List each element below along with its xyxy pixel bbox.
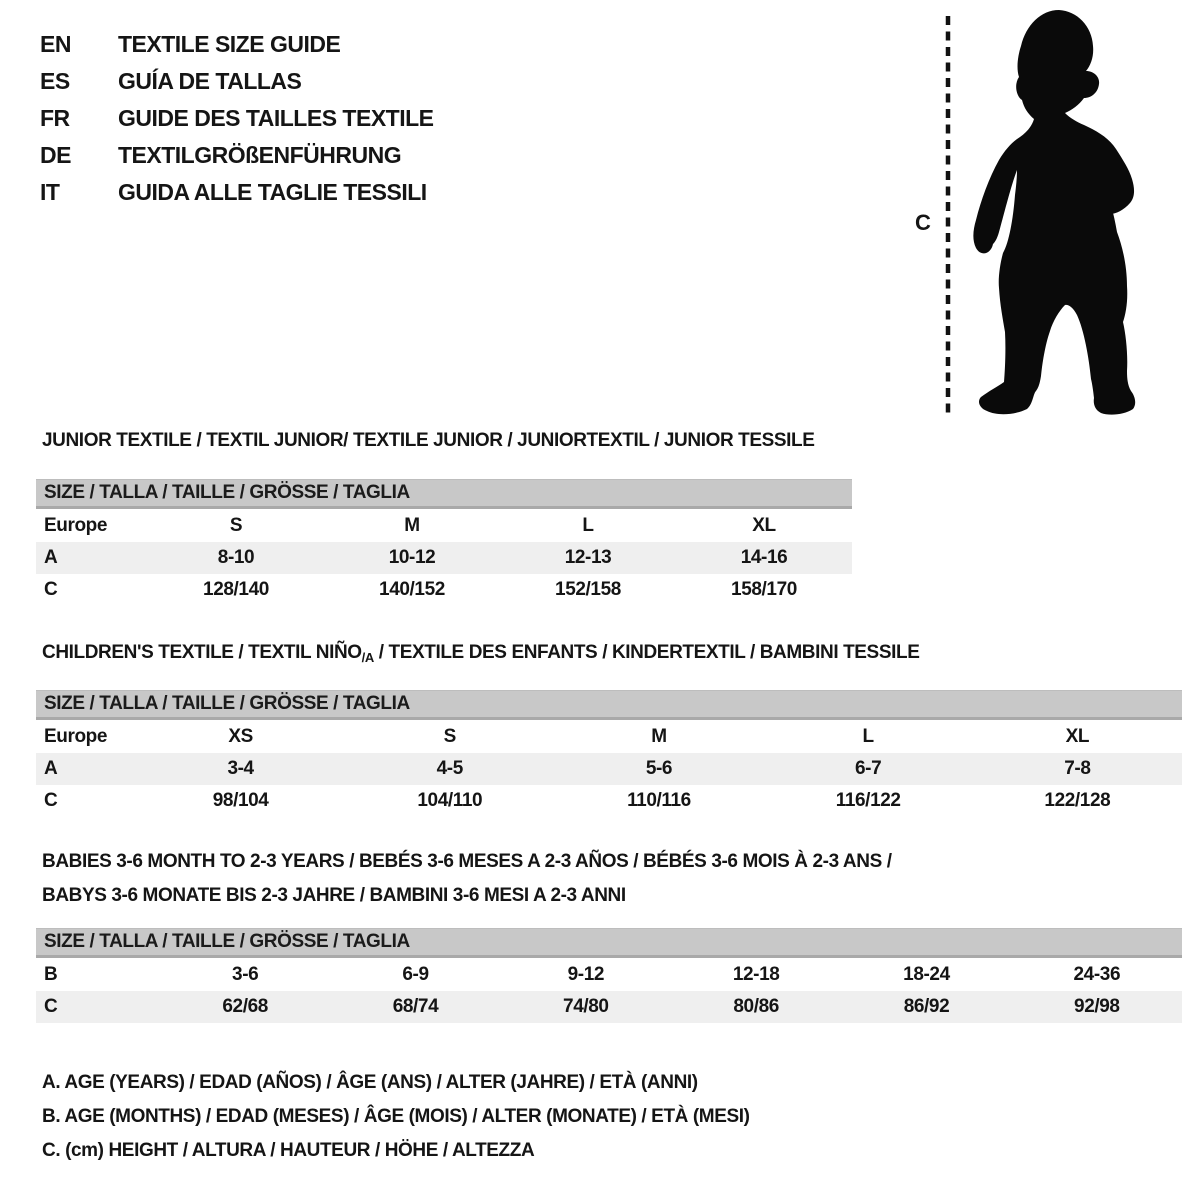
babies-table-header-bar: SIZE / TALLA / TAILLE / GRÖSSE / TAGLIA xyxy=(36,928,1182,958)
children-table xyxy=(36,721,1182,817)
height-measure-figure xyxy=(905,10,1155,424)
row-label: B xyxy=(44,964,58,985)
cell: 6-7 xyxy=(855,758,882,779)
row-label: A xyxy=(44,758,58,779)
junior-table-header-bar: SIZE / TALLA / TAILLE / GRÖSSE / TAGLIA xyxy=(36,479,852,509)
cell: 92/98 xyxy=(1074,996,1120,1017)
cell: S xyxy=(443,726,456,747)
language-title-fr: GUIDE DES TAILLES TEXTILE xyxy=(118,105,434,131)
legend-line-c: C. (cm) HEIGHT / ALTURA / HAUTEUR / HÖHE / ALTEZZA xyxy=(42,1140,535,1161)
children-row-europe xyxy=(36,721,1182,753)
cell: 116/122 xyxy=(835,790,901,811)
cell: 68/74 xyxy=(392,996,439,1017)
cell: 104/110 xyxy=(417,790,483,811)
language-code-it: IT xyxy=(40,179,60,205)
children-size-table xyxy=(36,690,1182,817)
language-row-es xyxy=(40,63,434,100)
junior-size-table xyxy=(36,479,852,606)
cell: 122/128 xyxy=(1044,790,1111,811)
junior-row-height xyxy=(36,574,852,606)
language-code-es: ES xyxy=(40,68,70,94)
legend-line-b: B. AGE (MONTHS) / EDAD (MESES) / ÂGE (MOIS) / ALTER (MONATE) / ETÀ (MESI) xyxy=(42,1106,750,1127)
cell: 62/68 xyxy=(222,996,268,1017)
children-heading-sub: /A xyxy=(361,650,374,665)
cell: L xyxy=(862,726,874,747)
cell: 152/158 xyxy=(555,579,621,600)
language-title-de: TEXTILGRÖßENFÜHRUNG xyxy=(118,142,402,168)
language-row-fr xyxy=(40,100,434,137)
babies-section-heading xyxy=(42,845,892,913)
cell: 3-4 xyxy=(227,758,254,779)
cell: 14-16 xyxy=(740,547,788,568)
babies-row-height xyxy=(36,991,1182,1023)
row-label: A xyxy=(44,547,58,568)
cell: 3-6 xyxy=(232,964,259,985)
language-code-en: EN xyxy=(40,31,71,57)
language-row-de xyxy=(40,137,434,174)
children-section-heading xyxy=(42,642,919,665)
cell: 80/86 xyxy=(733,996,779,1017)
height-label-c: C xyxy=(915,210,931,235)
junior-section-heading: JUNIOR TEXTILE / TEXTIL JUNIOR/ TEXTILE JUNIOR / JUNIORTEXTIL / JUNIOR TESSILE xyxy=(42,430,815,451)
row-label: C xyxy=(44,790,58,811)
cell: 7-8 xyxy=(1064,758,1091,779)
cell: 9-12 xyxy=(567,964,605,985)
children-row-height xyxy=(36,785,1182,817)
toddler-silhouette-icon xyxy=(963,10,1143,422)
cell: 74/80 xyxy=(563,996,609,1017)
cell: 128/140 xyxy=(203,579,269,600)
babies-size-table xyxy=(36,928,1182,1023)
language-title-en: TEXTILE SIZE GUIDE xyxy=(118,31,341,57)
cell: 12-18 xyxy=(732,964,780,985)
cell: 6-9 xyxy=(402,964,429,985)
cell: M xyxy=(651,726,667,747)
row-label: C xyxy=(44,996,58,1017)
children-row-age xyxy=(36,753,1182,785)
cell: 12-13 xyxy=(564,547,612,568)
cell: S xyxy=(229,515,243,536)
cell: 158/170 xyxy=(731,579,797,600)
cell: 18-24 xyxy=(903,964,950,985)
row-label: C xyxy=(44,579,58,600)
cell: 8-10 xyxy=(217,547,255,568)
language-title-es: GUÍA DE TALLAS xyxy=(118,68,302,94)
cell: 10-12 xyxy=(388,547,436,568)
language-code-de: DE xyxy=(40,142,71,168)
babies-heading-line1: BABIES 3-6 MONTH TO 2-3 YEARS / BEBÉS 3-6 MESES A 2-3 AÑOS / BÉBÉS 3-6 MOIS À 2-3 ANS / xyxy=(42,851,892,872)
babies-table xyxy=(36,959,1182,1023)
legend-line-a: A. AGE (YEARS) / EDAD (AÑOS) / ÂGE (ANS) / ALTER (JAHRE) / ETÀ (ANNI) xyxy=(42,1072,698,1093)
cell: 98/104 xyxy=(212,790,269,811)
cell: L xyxy=(582,515,594,536)
cell: XL xyxy=(1065,726,1090,747)
children-table-header-bar: SIZE / TALLA / TAILLE / GRÖSSE / TAGLIA xyxy=(36,690,1182,720)
height-dashed-line-icon xyxy=(945,16,951,418)
cell: 24-36 xyxy=(1073,964,1121,985)
cell: 5-6 xyxy=(645,758,673,779)
cell: XS xyxy=(228,726,253,747)
cell: M xyxy=(404,515,420,536)
children-heading-post: / TEXTILE DES ENFANTS / KINDERTEXTIL / BAMBINI TESSILE xyxy=(373,642,920,663)
cell: 110/116 xyxy=(627,790,691,811)
row-label: Europe xyxy=(44,726,108,747)
junior-row-europe xyxy=(36,510,852,542)
cell: 4-5 xyxy=(436,758,463,779)
babies-row-months xyxy=(36,959,1182,991)
children-heading-pre: CHILDREN'S TEXTILE / TEXTIL NIÑO xyxy=(42,642,362,663)
language-code-fr: FR xyxy=(40,105,70,131)
language-row-it xyxy=(40,174,434,211)
cell: 86/92 xyxy=(903,996,950,1017)
measurement-legend xyxy=(42,1066,750,1168)
language-title-list xyxy=(40,26,434,211)
cell: 140/152 xyxy=(379,579,445,600)
language-row-en xyxy=(40,26,434,63)
babies-heading-line2: BABYS 3-6 MONATE BIS 2-3 JAHRE / BAMBINI 3-6 MESI A 2-3 ANNI xyxy=(42,885,626,906)
junior-table xyxy=(36,510,852,606)
junior-row-age xyxy=(36,542,852,574)
cell: XL xyxy=(752,515,776,536)
language-title-it: GUIDA ALLE TAGLIE TESSILI xyxy=(118,179,427,205)
row-label: Europe xyxy=(44,515,108,536)
